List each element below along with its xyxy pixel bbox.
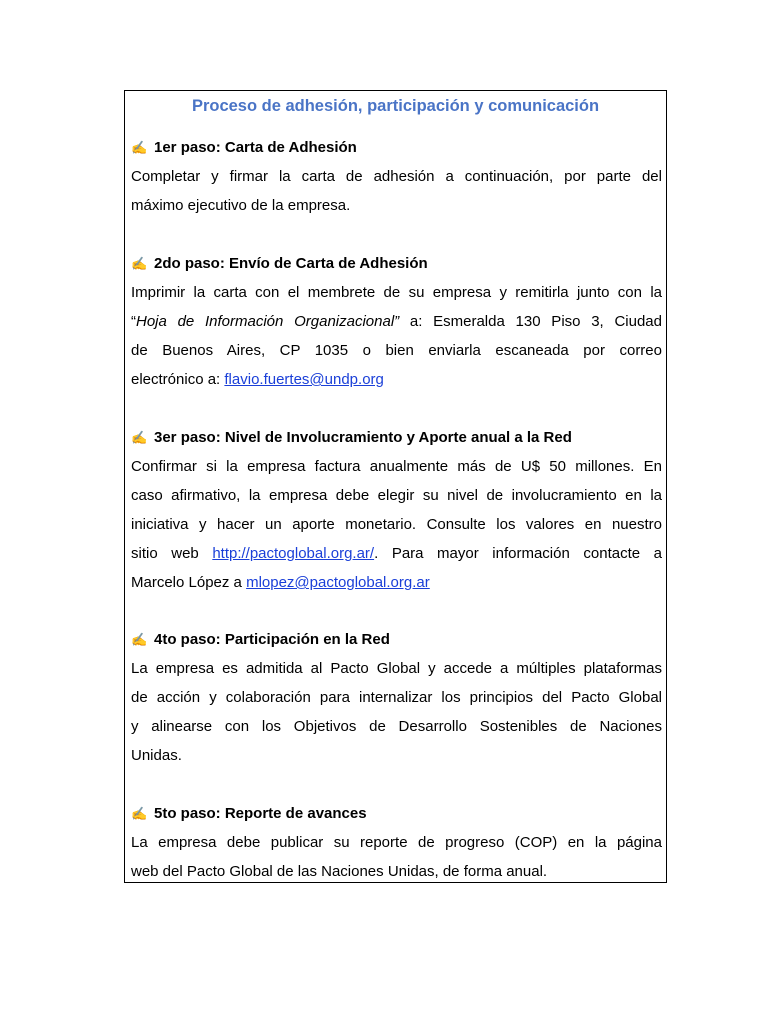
step-4-line-1: La empresa es admitida al Pacto Global y accede a múltiples plataformas <box>131 660 662 677</box>
step-2-line-2 <box>131 307 662 336</box>
writing-hand-icon: ✍ <box>131 256 148 271</box>
step-3-line-3: iniciativa y hacer un aporte monetario. Consulte los valores en nuestro <box>131 516 662 533</box>
close-quote: ” <box>394 313 400 330</box>
writing-hand-icon: ✍ <box>131 632 148 647</box>
form-name: Hoja de Información Organizacional <box>136 313 395 330</box>
step-3 <box>131 428 662 597</box>
step-2-heading <box>131 254 662 274</box>
step-3-line-4 <box>131 539 662 568</box>
step-2-line-4 <box>131 365 662 394</box>
step-4-line-2: de acción y colaboración para internalizar los principios del Pacto Global <box>131 689 662 706</box>
step-1-heading-text: 1er paso: Carta de Adhesión <box>154 139 357 156</box>
writing-hand-icon: ✍ <box>131 430 148 445</box>
step-5-line-2: web del Pacto Global de las Naciones Unidas, de forma anual. <box>131 863 548 880</box>
address-text: a: Esmeralda 130 Piso 3, Ciudad <box>399 313 662 330</box>
step-3-heading <box>131 428 662 448</box>
process-box <box>124 90 667 883</box>
step-2-body <box>131 278 662 394</box>
step-2-line-1: Imprimir la carta con el membrete de su empresa y remitirla junto con la <box>131 284 662 301</box>
step-4-body <box>131 654 662 770</box>
step-1 <box>131 138 662 220</box>
step-2-heading-text: 2do paso: Envío de Carta de Adhesión <box>154 255 428 272</box>
writing-hand-icon: ✍ <box>131 806 148 821</box>
step-3-body <box>131 452 662 597</box>
step-1-line-2: máximo ejecutivo de la empresa. <box>131 197 351 214</box>
step-5-body <box>131 828 662 886</box>
step-4-heading <box>131 630 662 650</box>
step-1-heading <box>131 138 662 158</box>
step-5-line-1: La empresa debe publicar su reporte de progreso (COP) en la página <box>131 834 662 851</box>
step-1-line-1: Completar y firmar la carta de adhesión a continuación, por parte del <box>131 168 662 185</box>
step-4-heading-text: 4to paso: Participación en la Red <box>154 631 390 648</box>
email-link-flavio[interactable]: flavio.fuertes@undp.org <box>224 371 384 388</box>
step-3-line-1: Confirmar si la empresa factura anualmente más de U$ 50 millones. En <box>131 458 662 475</box>
email-link-mlopez[interactable]: mlopez@pactoglobal.org.ar <box>246 574 430 591</box>
step-4 <box>131 630 662 770</box>
website-prefix: sitio web <box>131 545 213 562</box>
step-5-heading-text: 5to paso: Reporte de avances <box>154 805 367 822</box>
step-3-line-2: caso afirmativo, la empresa debe elegir su nivel de involucramiento en la <box>131 487 662 504</box>
open-quote: “ <box>131 313 136 330</box>
step-4-line-4: Unidas. <box>131 747 182 764</box>
email-prefix: electrónico a: <box>131 371 225 388</box>
website-link[interactable]: http://pactoglobal.org.ar/ <box>212 545 375 562</box>
step-4-line-3: y alinearse con los Objetivos de Desarrollo Sostenibles de Naciones <box>131 718 662 735</box>
step-2-line-3: de Buenos Aires, CP 1035 o bien enviarla escaneada por correo <box>131 342 662 359</box>
writing-hand-icon: ✍ <box>131 140 148 155</box>
step-5 <box>131 804 662 886</box>
contact-prefix: Marcelo López a <box>131 574 247 591</box>
step-2 <box>131 254 662 394</box>
step-3-line-5 <box>131 568 662 597</box>
step-5-heading <box>131 804 662 824</box>
page-title: Proceso de adhesión, participación y comunicación <box>191 97 600 115</box>
step-1-body <box>131 162 662 220</box>
step-3-heading-text: 3er paso: Nivel de Involucramiento y Aporte anual a la Red <box>154 429 572 446</box>
website-suffix: . Para mayor información contacte a <box>374 545 662 562</box>
